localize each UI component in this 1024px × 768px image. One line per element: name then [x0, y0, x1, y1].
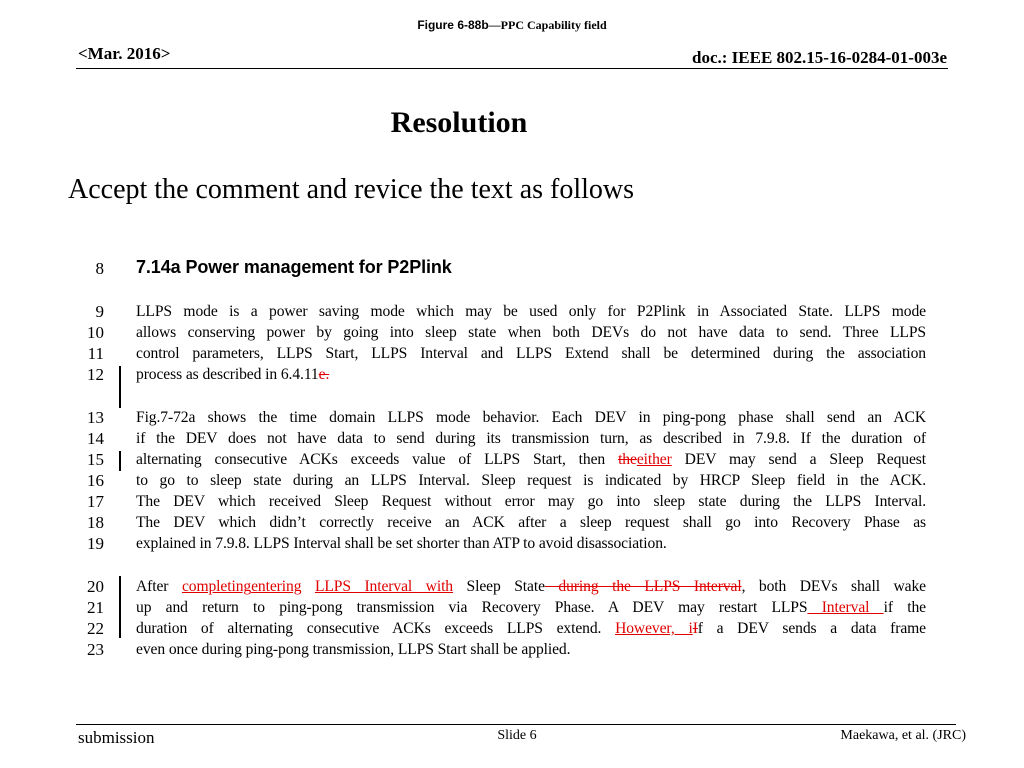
- inserted-text: LLPS Interval with: [314, 578, 454, 595]
- line-number: 9: [95, 302, 104, 321]
- line-number: 18: [87, 513, 104, 532]
- line-number: 21: [87, 598, 104, 617]
- text-line: even once during ping-pong transmission, LLPS Start shall be applied.: [136, 641, 571, 658]
- line-number: 19: [87, 534, 104, 553]
- inserted-text: However, i: [615, 620, 693, 637]
- text-run: After: [136, 578, 182, 595]
- change-bar: [119, 366, 121, 408]
- text-run: process as described in 6.4.11: [136, 366, 319, 383]
- text-line: explained in 7.9.8. LLPS Interval shall be set shorter than ATP to avoid disassociation.: [136, 535, 667, 552]
- text-line: The DEV which didn’t correctly receive an ACK after a sleep request shall go into Recovery Phase as: [136, 514, 926, 531]
- deleted-text: the: [618, 451, 637, 468]
- inserted-text: Interval: [807, 599, 884, 616]
- slide-number: Slide 6: [497, 728, 537, 743]
- line-number: 16: [87, 471, 104, 490]
- text-run: if the: [883, 599, 926, 616]
- figure-caption: [0, 18, 1024, 33]
- text-line: control parameters, LLPS Start, LLPS Interval and LLPS Extend shall be determined during the association: [136, 345, 926, 362]
- text-run: f a DEV sends a data frame: [697, 620, 926, 637]
- inserted-text: completing: [181, 578, 252, 595]
- text-run: DEV may send a Sleep Request: [671, 451, 926, 468]
- section-heading: 7.14a Power management for P2Plink: [136, 257, 452, 277]
- line-number: 10: [87, 323, 104, 342]
- footer-divider: [76, 724, 956, 725]
- line-number: 20: [87, 577, 104, 596]
- text-line: allows conserving power by going into sleep state when both DEVs do not have data to send. Three LLPS: [136, 324, 926, 341]
- deleted-text: I: [692, 620, 698, 637]
- header-divider: [76, 68, 948, 69]
- header-doc-id: doc.: IEEE 802.15-16-0284-01-003e: [692, 48, 947, 67]
- text-run: alternating consecutive ACKs exceeds value of LLPS Start, then: [136, 451, 619, 468]
- change-bar: [119, 451, 121, 471]
- figure-label: Figure 6-88b: [417, 18, 489, 32]
- text-line: LLPS mode is a power saving mode which may be used only for P2Plink in Associated State. LLPS mode: [136, 303, 926, 320]
- text-line: [136, 597, 926, 618]
- caption-dash: —: [488, 18, 501, 32]
- text-run: duration of alternating consecutive ACKs exceeds LLPS extend.: [136, 620, 616, 637]
- text-run: , both DEVs shall wake: [741, 578, 926, 595]
- inserted-text: entering: [251, 578, 302, 595]
- footer-authors: Maekawa, et al. (JRC): [840, 728, 966, 743]
- line-number: 17: [87, 492, 104, 511]
- text-run: Sleep State: [453, 578, 545, 595]
- text-line: to go to sleep state during an LLPS Interval. Sleep request is indicated by HRCP Sleep field in the ACK.: [136, 472, 926, 489]
- text-line: if the DEV does not have data to send during its transmission turn, as described in 7.9.8. If the duration of: [136, 430, 926, 447]
- header-date: <Mar. 2016>: [78, 44, 171, 63]
- text-line: [136, 364, 926, 385]
- inserted-text: either: [636, 451, 672, 468]
- line-number: 8: [95, 259, 104, 278]
- spec-excerpt: [72, 254, 942, 674]
- line-number: 22: [87, 619, 104, 638]
- deleted-text: during the LLPS Interval: [544, 578, 742, 595]
- text-run: [301, 578, 315, 595]
- line-number: 12: [87, 365, 104, 384]
- slide-subtitle: Accept the comment and revice the text as follows: [68, 174, 635, 205]
- text-line: Fig.7-72a shows the time domain LLPS mode behavior. Each DEV in ping-pong phase shall send an ACK: [136, 409, 926, 426]
- text-line: [136, 618, 926, 639]
- text-line: [136, 576, 926, 597]
- footer-submission: submission: [78, 728, 155, 747]
- change-bar: [119, 576, 121, 638]
- text-run: up and return to ping-pong transmission via Recovery Phase. A DEV may restart LLPS: [136, 599, 808, 616]
- line-number: 11: [87, 344, 104, 363]
- line-number: 14: [87, 429, 104, 448]
- text-line: [136, 449, 926, 470]
- caption-text: PPC Capability field: [500, 18, 607, 32]
- text-line: The DEV which received Sleep Request without error may go into sleep state during the LLPS Interval.: [136, 493, 926, 510]
- slide-title: Resolution: [390, 106, 528, 139]
- line-number: 15: [87, 450, 104, 469]
- line-number: 13: [87, 408, 104, 427]
- line-number: 23: [87, 640, 104, 659]
- deleted-text: e.: [318, 366, 330, 383]
